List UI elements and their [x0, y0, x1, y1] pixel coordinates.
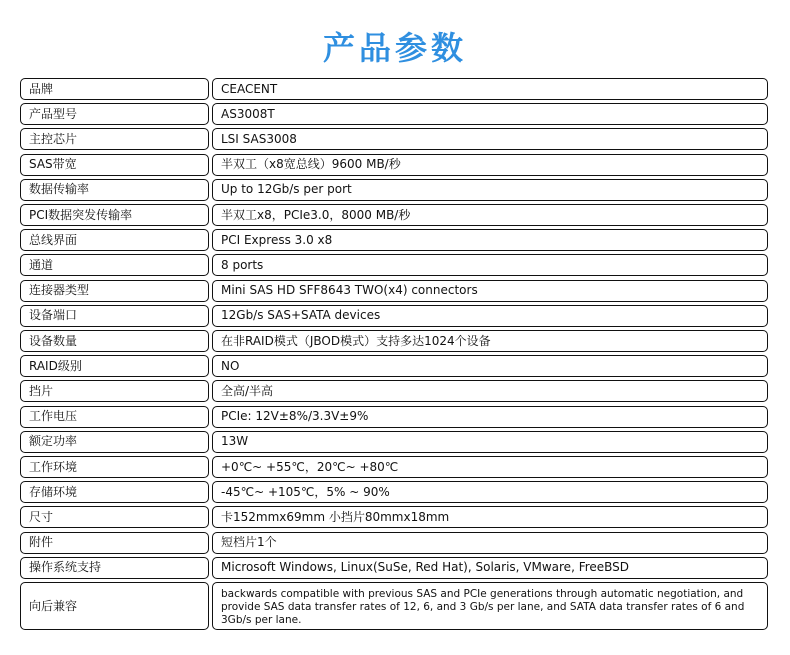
spec-value: backwards compatible with previous SAS and PCIe generations through automatic negotiation, and provide SAS data transfer rates of 12, 6, and 3 Gb/s per lane, and SATA data transfer rates of 6 and 3Gb/s per lane. — [212, 582, 768, 630]
spec-label: 存储环境 — [20, 481, 209, 503]
spec-row — [20, 506, 768, 528]
spec-value: NO — [212, 355, 768, 377]
spec-row — [20, 254, 768, 276]
spec-value: 半双工x8，PCIe3.0，8000 MB/秒 — [212, 204, 768, 226]
spec-value: 13W — [212, 431, 768, 453]
spec-row — [20, 280, 768, 302]
spec-value: 8 ports — [212, 254, 768, 276]
spec-row — [20, 204, 768, 226]
spec-label: 尺寸 — [20, 506, 209, 528]
spec-row — [20, 380, 768, 402]
spec-value: PCI Express 3.0 x8 — [212, 229, 768, 251]
spec-label: RAID级别 — [20, 355, 209, 377]
spec-value: Microsoft Windows, Linux(SuSe, Red Hat), Solaris, VMware, FreeBSD — [212, 557, 768, 579]
spec-row — [20, 128, 768, 150]
spec-row — [20, 179, 768, 201]
spec-value: 12Gb/s SAS+SATA devices — [212, 305, 768, 327]
spec-row — [20, 355, 768, 377]
spec-label: 设备数量 — [20, 330, 209, 352]
spec-label: 工作电压 — [20, 406, 209, 428]
spec-label: 向后兼容 — [20, 582, 209, 630]
spec-value: 卡152mmx69mm 小挡片80mmx18mm — [212, 506, 768, 528]
spec-row — [20, 582, 768, 630]
spec-label: 数据传输率 — [20, 179, 209, 201]
spec-label: 设备端口 — [20, 305, 209, 327]
spec-label: 通道 — [20, 254, 209, 276]
spec-row — [20, 431, 768, 453]
spec-value: 在非RAID模式（JBOD模式）支持多达1024个设备 — [212, 330, 768, 352]
spec-label: PCI数据突发传输率 — [20, 204, 209, 226]
spec-label: 附件 — [20, 532, 209, 554]
spec-row — [20, 406, 768, 428]
spec-row — [20, 78, 768, 100]
spec-label: 操作系统支持 — [20, 557, 209, 579]
spec-row — [20, 532, 768, 554]
spec-value: LSI SAS3008 — [212, 128, 768, 150]
spec-label: 主控芯片 — [20, 128, 209, 150]
spec-value: -45℃~ +105℃，5% ~ 90% — [212, 481, 768, 503]
spec-value: +0℃~ +55℃，20℃~ +80℃ — [212, 456, 768, 478]
spec-label: 挡片 — [20, 380, 209, 402]
spec-label: 工作环境 — [20, 456, 209, 478]
spec-label: SAS带宽 — [20, 154, 209, 176]
spec-row — [20, 456, 768, 478]
spec-value: CEACENT — [212, 78, 768, 100]
spec-value: Up to 12Gb/s per port — [212, 179, 768, 201]
spec-value: 全高/半高 — [212, 380, 768, 402]
spec-value: 短档片1个 — [212, 532, 768, 554]
spec-row — [20, 103, 768, 125]
spec-row — [20, 154, 768, 176]
spec-value: PCIe: 12V±8%/3.3V±9% — [212, 406, 768, 428]
spec-value: AS3008T — [212, 103, 768, 125]
spec-row — [20, 305, 768, 327]
spec-label: 产品型号 — [20, 103, 209, 125]
spec-label: 总线界面 — [20, 229, 209, 251]
spec-value: 半双工（x8宽总线）9600 MB/秒 — [212, 154, 768, 176]
page-title: 产品参数 — [322, 29, 467, 67]
spec-label: 额定功率 — [20, 431, 209, 453]
spec-value: Mini SAS HD SFF8643 TWO(x4) connectors — [212, 280, 768, 302]
spec-label: 品牌 — [20, 78, 209, 100]
spec-row — [20, 330, 768, 352]
spec-row — [20, 481, 768, 503]
spec-row — [20, 229, 768, 251]
spec-label: 连接器类型 — [20, 280, 209, 302]
spec-row — [20, 557, 768, 579]
